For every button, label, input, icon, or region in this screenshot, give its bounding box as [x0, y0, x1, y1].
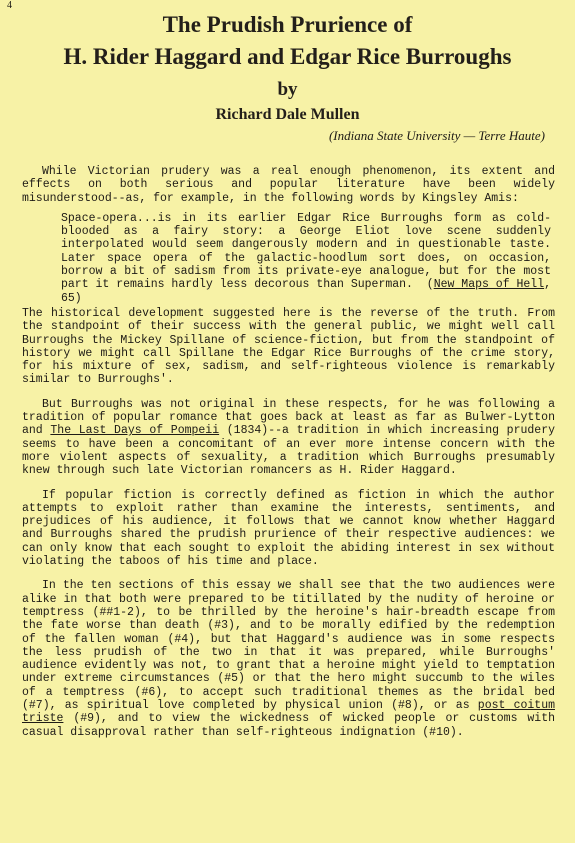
citation-page: , 65) — [61, 278, 552, 305]
page-number: 4 — [7, 0, 12, 11]
paragraph-5-latin-term: post coitum triste — [22, 698, 555, 726]
citation-title: New Maps of Hell — [433, 278, 545, 292]
paragraph-5-part-b: (#9), and to view the wickedness of wicked people or customs with casual disapproval rather than self-righteous indignation (#10). — [22, 712, 555, 739]
article-body — [22, 165, 555, 739]
block-quote — [61, 212, 551, 305]
title-line-1: The Prudish Prurience of — [162, 12, 413, 37]
author-affiliation: (Indiana State University — Terre Haute) — [328, 128, 545, 143]
citation-open: ( — [426, 278, 434, 292]
paragraph-5-part-a: In the ten sections of this essay we shall see that the two audiences were alike in that both were prepared to be titillated by the nudity of heroine or temptress (##1-2), to be thrilled by the heroine's hair-breadth escape from the fate worse than death (#3), and to be morally edified by the redemption of the fallen woman (#4), but that Haggard's audience was in some respects the less prudish of the two in that it was prepared, while Burroughs' audience evidently was not, to grant that a heroine might yield to temptation under extreme circumstances (#5) or that the hero might succumb to the wiles of a temptress (#6), to accept such traditional themes as the bridal bed (#7), as spiritual love completed by physical union (#8), or as — [22, 579, 555, 712]
paragraph-2: The historical development suggested here is the reverse of the truth. From the standpoint of their success with the general public, we might well call Burroughs the Mickey Spillane of science-fiction, but from the standpoint of history we might call Spillane the Edgar Rice Burroughs of the crime story, for his mixture of sex, sadism, and self-righteous violence is remarkably similar to Burroughs'. — [22, 306, 555, 387]
paragraph-3-book-title: The Last Days of Pompeii — [50, 424, 220, 438]
paragraph-3-part-b: (1834)--a tradition in which increasing prudery seems to have been a concomitant of an ever more intense concern with the more violent aspects of sexuality, a tradition which Burroughs presumably knew through such late Victorian romancers as H. Rider Haggard. — [22, 424, 555, 478]
block-quote-text: Space-opera...is in its earlier Edgar Rice Burroughs form as cold-blooded as a fairy story: a George Eliot love scene suddenly interpolated would seem dangerously modern and in questionable taste. Later space opera of the galactic-hoodlum sort does, on occasion, borrow a bit of sadism from its private-eye analogue, but for the most part it remains hardly less decorous than Superman. — [61, 211, 551, 292]
paragraph-1: While Victorian prudery was a real enough phenomenon, its extent and effects on both serious and popular literature have been widely misunderstood--as, for example, in the following words by Kingsley Amis: — [22, 165, 555, 205]
paragraph-3 — [22, 398, 555, 478]
author-name: Richard Dale Mullen — [215, 106, 360, 123]
paragraph-4: If popular fiction is correctly defined as fiction in which the author attempts to exploit rather than examine the interests, sentiments, and prejudices of his audience, it follows that we cannot know whether Haggard and Burroughs shared the prudish prurience of their respective audiences: we can only know that each sought to exploit the abiding interest in sex without violating the taboos of his time and place. — [22, 488, 555, 569]
paragraph-5 — [22, 579, 555, 739]
byline-by: by — [277, 79, 298, 100]
paragraph-3-part-a: But Burroughs was not original in these respects, for he was following a tradition of popular romance that goes back at least as far as Bulwer-Lytton and — [22, 397, 555, 438]
title-line-2: H. Rider Haggard and Edgar Rice Burroughs — [63, 44, 512, 69]
